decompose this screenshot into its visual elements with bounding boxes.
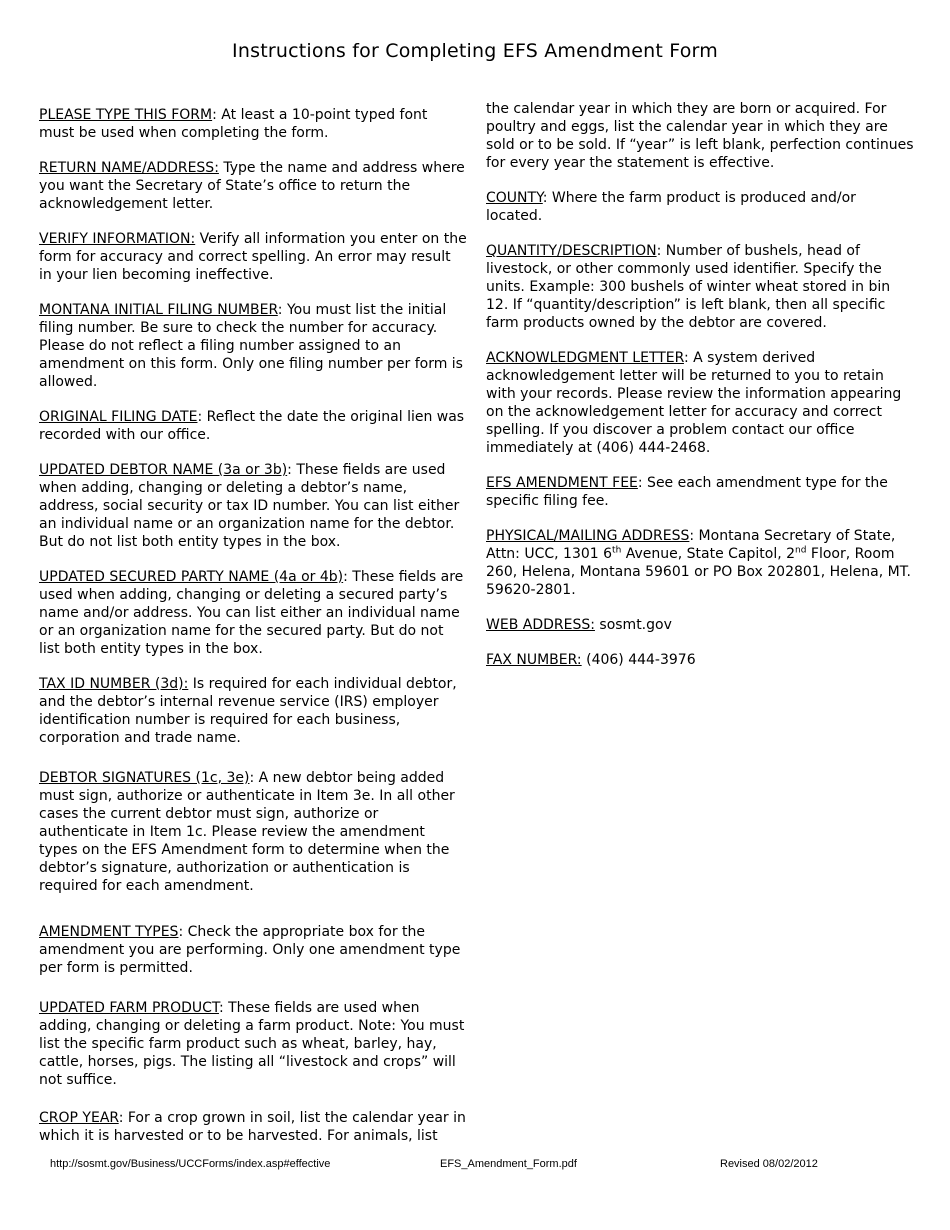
- footer-revised: Revised 08/02/2012: [720, 1158, 818, 1170]
- term-description: : These fields are used when adding, changing or deleting a farm product. Note: You must list the specific farm product such as wheat, barley, hay, cattle, horses, pigs. The listing all “livestock and crops” will not suffice.: [39, 1000, 465, 1088]
- term-label: VERIFY INFORMATION:: [39, 231, 196, 247]
- instruction-fax: [486, 651, 914, 669]
- footer-url: http://sosmt.gov/Business/UCCForms/index.asp#effective: [50, 1158, 331, 1170]
- term-description: Type the name and address where you want the Secretary of State’s office to return the acknowledgement letter.: [39, 160, 465, 212]
- term-description: : Montana Secretary of State, Attn: UCC, 1301 6: [486, 528, 896, 562]
- term-description: : These fields are used when adding, changing or deleting a debtor’s name, address, social security or tax ID number. You can list either an individual name or an organization name for the debtor. But do not list both entity types in the box.: [39, 462, 460, 550]
- term-label: UPDATED DEBTOR NAME (3a or 3b): [39, 462, 288, 478]
- instruction-web: [486, 616, 914, 634]
- term-label: DEBTOR SIGNATURES (1c, 3e): [39, 770, 250, 786]
- instruction-debtor-name: [39, 461, 467, 551]
- instruction-fee: [486, 474, 914, 510]
- term-description: Verify all information you enter on the form for accuracy and correct spelling. An error may result in your lien becoming ineffective.: [39, 231, 467, 283]
- instruction-verify: [39, 230, 467, 284]
- instruction-farm-product: [39, 999, 467, 1089]
- instruction-secured-party: [39, 568, 467, 658]
- instruction-filing-date: [39, 408, 467, 444]
- term-description: : A system derived acknowledgement letter will be returned to you to retain with your records. Please review the information appearing on the acknowledgement letter for accuracy and correct spelling. If you discover a problem contact our office immediately at (406) 444-2468.: [486, 350, 902, 456]
- term-description: : Reflect the date the original lien was recorded with our office.: [39, 409, 465, 443]
- superscript: th: [612, 545, 622, 556]
- left-column: [39, 106, 467, 1162]
- term-label: ORIGINAL FILING DATE: [39, 409, 198, 425]
- term-description: Avenue, State Capitol, 2: [621, 546, 796, 562]
- term-description: Is required for each individual debtor, and the debtor’s internal revenue service (IRS) employer identification number is required for each business, corporation and trade name.: [39, 676, 457, 746]
- term-label: RETURN NAME/ADDRESS:: [39, 160, 219, 176]
- term-label: COUNTY: [486, 190, 543, 206]
- term-label: ACKNOWLEDGMENT LETTER: [486, 350, 684, 366]
- term-label: TAX ID NUMBER (3d):: [39, 676, 189, 692]
- instruction-return-address: [39, 159, 467, 213]
- term-label: AMENDMENT TYPES: [39, 924, 179, 940]
- term-description: : See each amendment type for the specific filing fee.: [486, 475, 888, 509]
- instruction-tax-id: [39, 675, 467, 747]
- term-label: PLEASE TYPE THIS FORM: [39, 107, 213, 123]
- superscript: nd: [795, 545, 807, 556]
- term-label: PHYSICAL/MAILING ADDRESS: [486, 528, 690, 544]
- term-label: EFS AMENDMENT FEE: [486, 475, 638, 491]
- term-description: : Number of bushels, head of livestock, or other commonly used identifier. Specify the units. Example: 300 bushels of winter wheat stored in bin 12. If “quantity/description” is left blank, then all specific farm products owned by the debtor are covered.: [486, 243, 891, 331]
- term-description: sosmt.gov: [594, 617, 672, 633]
- term-description: : For a crop grown in soil, list the calendar year in which it is harvested or to be harvested. For animals, list: [39, 1110, 466, 1144]
- term-label: UPDATED FARM PRODUCT: [39, 1000, 219, 1016]
- term-description: : At least a 10-point typed font must be used when completing the form.: [39, 107, 428, 141]
- instruction-county: [486, 189, 914, 225]
- term-description: : Where the farm product is produced and/or located.: [486, 190, 856, 224]
- footer-filename: EFS_Amendment_Form.pdf: [440, 1158, 577, 1170]
- term-description: Floor, Room 260, Helena, Montana 59601 or PO Box 202801, Helena, MT. 59620-2801.: [486, 546, 912, 598]
- instruction-quantity: [486, 242, 914, 332]
- term-label: CROP YEAR: [39, 1110, 119, 1126]
- term-description: : A new debtor being added must sign, authorize or authenticate in Item 3e. In all other cases the current debtor must sign, authorize or authenticate in Item 1c. Please review the amendment types on the EFS Amendment form to determine when the debtor’s signature, authorization or authentication is required for each amendment.: [39, 770, 455, 894]
- term-description: (406) 444-3976: [581, 652, 696, 668]
- instruction-address: [486, 527, 914, 599]
- right-column: [486, 100, 914, 686]
- term-label: MONTANA INITIAL FILING NUMBER: [39, 302, 278, 318]
- term-label: FAX NUMBER:: [486, 652, 582, 668]
- term-description: : You must list the initial filing number. Be sure to check the number for accuracy. Please do not reflect a filing number assigned to an amendment on this form. Only one filing number per form is allowed.: [39, 302, 463, 390]
- term-description: : Check the appropriate box for the amendment you are performing. Only one amendment type per form is permitted.: [39, 924, 461, 976]
- instruction-type-form: [39, 106, 467, 142]
- instruction-amendment-types: [39, 923, 467, 977]
- instruction-filing-number: [39, 301, 467, 391]
- term-label: UPDATED SECURED PARTY NAME (4a or 4b): [39, 569, 344, 585]
- term-label: QUANTITY/DESCRIPTION: [486, 243, 657, 259]
- instruction-crop-year-continued: the calendar year in which they are born or acquired. For poultry and eggs, list the calendar year in which they are sold or to be sold. If “year” is left blank, perfection continues for every year the statement is effective.: [486, 101, 914, 171]
- instruction-ack-letter: [486, 349, 914, 457]
- term-description: : These fields are used when adding, changing or deleting a secured party’s name and/or address. You can list either an individual name or an organization name for the secured party. But do not list both entity types in the box.: [39, 569, 464, 657]
- instruction-signatures: [39, 769, 467, 895]
- page-title: Instructions for Completing EFS Amendment Form: [232, 40, 718, 62]
- instruction-crop-year: [39, 1109, 467, 1145]
- term-label: WEB ADDRESS:: [486, 617, 595, 633]
